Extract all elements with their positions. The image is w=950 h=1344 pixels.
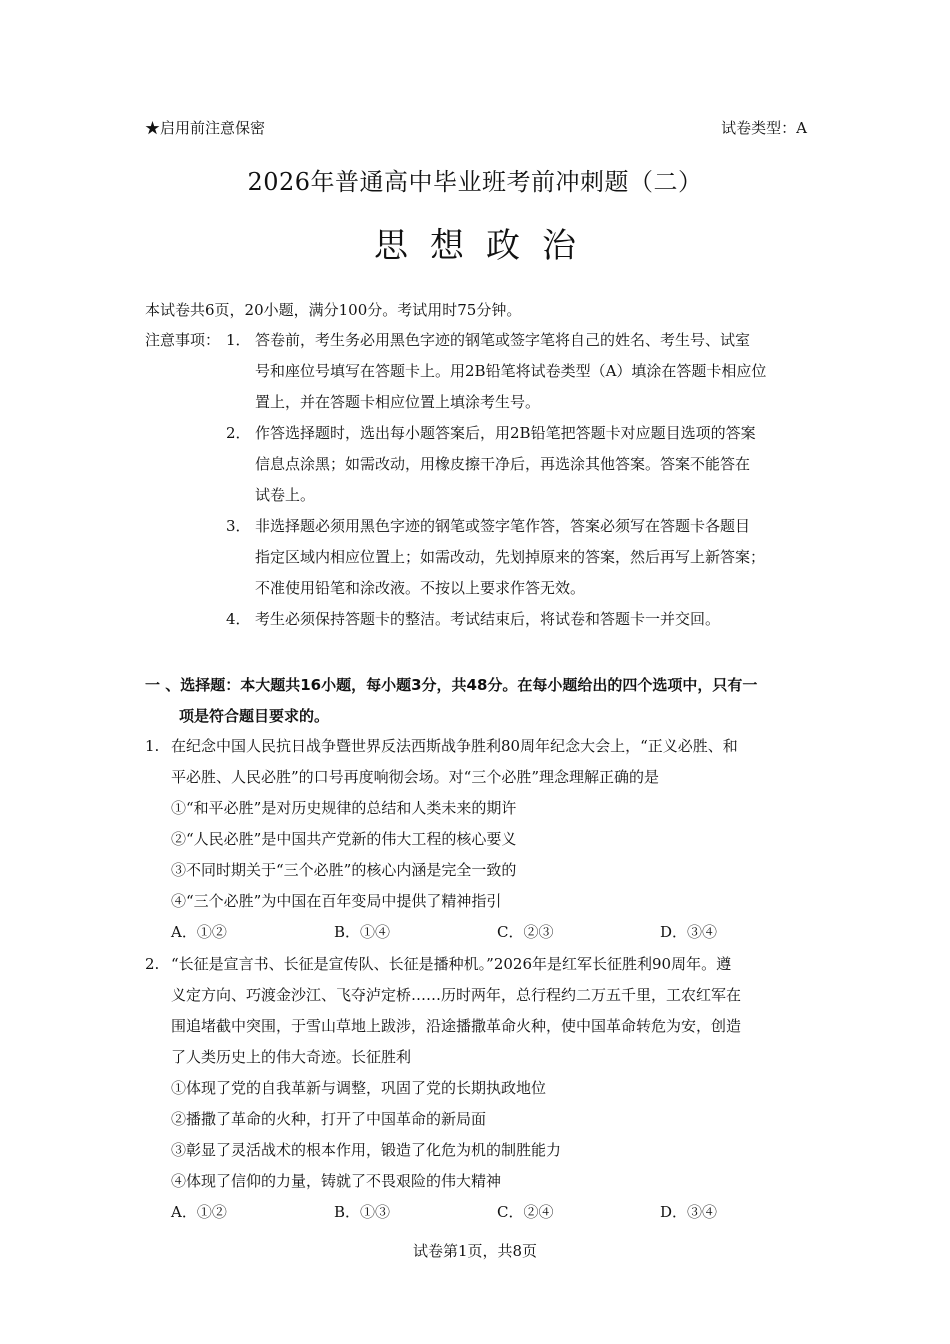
statement: ③彰显了灵活战术的根本作用，锻造了化危为机的制胜能力 [171, 1141, 562, 1159]
notice-item-line: 考生必须保持答题卡的整洁。考试结束后，将试卷和答题卡一并交回。 [255, 610, 721, 628]
subject-title: 思想政治 [374, 226, 598, 266]
option-c: C．②③ [497, 923, 554, 941]
option-b: B．①③ [334, 1203, 391, 1221]
option-d: D．③④ [660, 923, 718, 941]
notice-item-line: 试卷上。 [255, 486, 316, 504]
notice-item-line: 指定区域内相应位置上；如需改动，先划掉原来的答案，然后再写上新答案； [255, 548, 766, 566]
question-stem: 平必胜、人民必胜”的口号再度响彻会场。对“三个必胜”理念理解正确的是 [171, 768, 660, 786]
question-stem: 在纪念中国人民抗日战争暨世界反法西斯战争胜利80周年纪念大会上，“正义必胜、和 [171, 737, 738, 755]
notice-item-line: 不准使用铅笔和涂改液。不按以上要求作答无效。 [255, 579, 586, 597]
question-number: 1. [145, 737, 160, 755]
notice-item-line: 答卷前，考生务必用黑色字迹的钢笔或签字笔将自己的姓名、考生号、试室 [255, 331, 751, 349]
exam-title: 2026年普通高中毕业班考前冲刺题（二） [247, 168, 703, 196]
option-a: A．①② [171, 923, 227, 941]
question-stem: 了人类历史上的伟大奇迹。长征胜利 [171, 1048, 412, 1066]
notice-item-line: 信息点涂黑；如需改动，用橡皮擦干净后，再选涂其他答案。答案不能答在 [255, 455, 751, 473]
statement: ②播撒了革命的火种，打开了中国革命的新局面 [171, 1110, 487, 1128]
statement: ①体现了党的自我革新与调整，巩固了党的长期执政地位 [171, 1079, 547, 1097]
page-footer: 试卷第1页，共8页 [412, 1242, 538, 1260]
notice-item-line: 置上，并在答题卡相应位置上填涂考生号。 [255, 393, 541, 411]
question-stem: “长征是宣言书、长征是宣传队、长征是播种机。”2026年是红军长征胜利90周年。遵 [171, 955, 732, 973]
notice-item-line: 号和座位号填写在答题卡上。用2B铅笔将试卷类型（A）填涂在答题卡相应位 [255, 362, 767, 380]
statement: ③不同时期关于“三个必胜”的核心内涵是完全一致的 [171, 861, 517, 879]
notice-item-number: 1． [226, 331, 251, 349]
statement: ④体现了信仰的力量，铸就了不畏艰险的伟大精神 [171, 1172, 502, 1190]
statement: ①“和平必胜”是对历史规律的总结和人类未来的期许 [171, 799, 517, 817]
option-a: A．①② [171, 1203, 227, 1221]
notice-item-line: 作答选择题时，选出每小题答案后，用2B铅笔把答题卡对应题目选项的答案 [255, 424, 756, 442]
statement: ②“人民必胜”是中国共产党新的伟大工程的核心要义 [171, 830, 517, 848]
confidential-mark: ★启用前注意保密 [145, 119, 266, 137]
option-d: D．③④ [660, 1203, 718, 1221]
notice-item-number: 4． [226, 610, 251, 628]
notice-item-line: 非选择题必须用黑色字迹的钢笔或签字笔作答，答案必须写在答题卡各题目 [255, 517, 751, 535]
option-c: C．②④ [497, 1203, 554, 1221]
paper-intro: 本试卷共6页，20小题，满分100分。考试用时75分钟。 [145, 301, 522, 319]
question-stem: 义定方向、巧渡金沙江、飞夺泸定桥……历时两年，总行程约二万五千里，工农红军在 [171, 986, 742, 1004]
question-number: 2. [145, 955, 160, 973]
notice-item-number: 2． [226, 424, 251, 442]
statement: ④“三个必胜”为中国在百年变局中提供了精神指引 [171, 892, 502, 910]
notice-item-number: 3． [226, 517, 251, 535]
paper-type: 试卷类型：A [721, 119, 807, 137]
notice-label: 注意事项： [145, 331, 221, 349]
option-b: B．①④ [334, 923, 391, 941]
question-stem: 围追堵截中突围，于雪山草地上跋涉，沿途播撒革命火种，使中国革命转危为安，创造 [171, 1017, 742, 1035]
section-heading: 一 、选择题：本大题共16小题，每小题3分，共48分。在每小题给出的四个选项中，只有一 [145, 676, 758, 694]
section-heading-cont: 项是符合题目要求的。 [179, 707, 330, 725]
